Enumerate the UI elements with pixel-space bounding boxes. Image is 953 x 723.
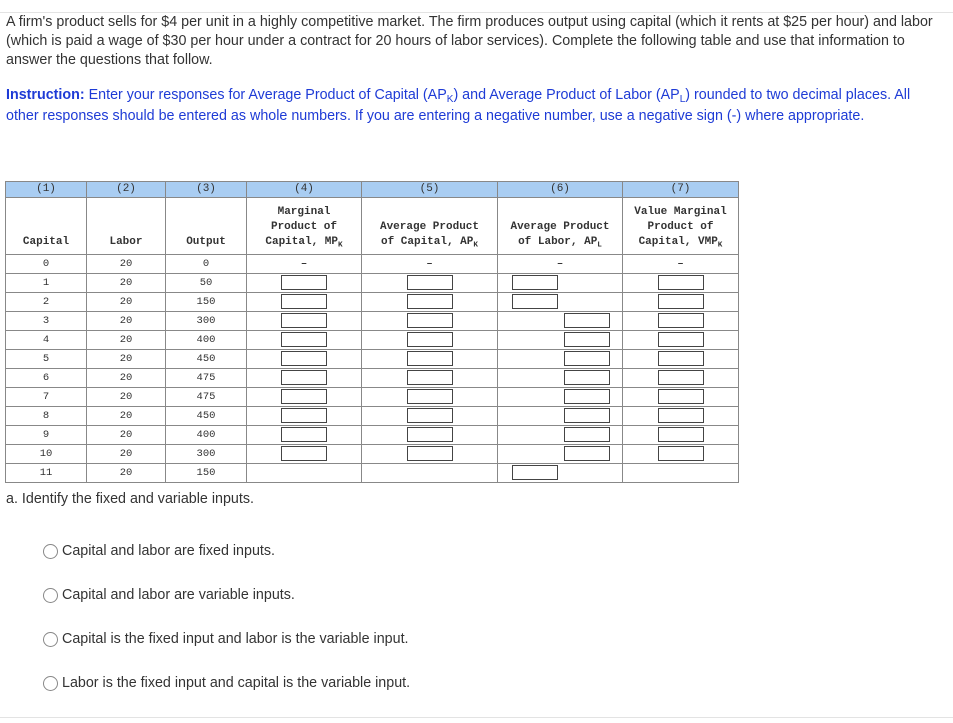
output-cell: 50 [166, 274, 247, 293]
vmpk-input[interactable] [658, 294, 704, 309]
apl-input[interactable] [564, 408, 610, 423]
option-label: Labor is the fixed input and capital is the variable input. [62, 675, 411, 691]
mpk-cell [247, 445, 362, 464]
output-cell: 150 [166, 464, 247, 483]
vmpk-cell [623, 293, 739, 312]
table-row [6, 445, 739, 464]
capital-cell: 1 [6, 274, 87, 293]
apl-cell [498, 274, 623, 293]
apl-input[interactable] [564, 427, 610, 442]
apk-cell [362, 255, 498, 274]
apk-input[interactable] [407, 370, 453, 385]
header-apl: Average Product of Labor, $AP_L$ [498, 198, 623, 255]
apl-input[interactable] [512, 275, 558, 290]
output-cell: 400 [166, 331, 247, 350]
col-number-7: (7) [623, 182, 739, 198]
vmpk-cell [623, 426, 739, 445]
col-number-4: (4) [247, 182, 362, 198]
labor-cell: 20 [87, 255, 166, 274]
labor-cell: 20 [87, 445, 166, 464]
apk-cell [362, 274, 498, 293]
capital-cell: 4 [6, 331, 87, 350]
mpk-input[interactable] [281, 294, 327, 309]
apl-input[interactable] [564, 351, 610, 366]
col-number-3: (3) [166, 182, 247, 198]
labor-cell: 20 [87, 464, 166, 483]
mpk-cell [247, 293, 362, 312]
apk-cell [362, 312, 498, 331]
column-header-row [6, 198, 739, 255]
bottom-divider [0, 717, 953, 718]
apk-cell [362, 426, 498, 445]
vmpk-input[interactable] [658, 408, 704, 423]
vmpk-input[interactable] [658, 389, 704, 404]
table-row [6, 426, 739, 445]
vmpk-cell [623, 445, 739, 464]
table-row [6, 350, 739, 369]
capital-cell: 5 [6, 350, 87, 369]
mpk-input[interactable] [281, 446, 327, 461]
apk-cell [362, 331, 498, 350]
header-output: Output [166, 198, 247, 255]
vmpk-cell [623, 312, 739, 331]
mpk-dash: – [300, 258, 308, 270]
capital-cell: 9 [6, 426, 87, 445]
apk-input[interactable] [407, 408, 453, 423]
output-cell: 150 [166, 293, 247, 312]
table-row [6, 464, 739, 483]
apl-cell [498, 312, 623, 331]
vmpk-input[interactable] [658, 370, 704, 385]
radio-button[interactable] [43, 544, 58, 559]
mpk-cell [247, 426, 362, 445]
output-cell: 300 [166, 445, 247, 464]
mpk-input[interactable] [281, 389, 327, 404]
vmpk-cell [623, 274, 739, 293]
mpk-input[interactable] [281, 370, 327, 385]
vmpk-cell [623, 388, 739, 407]
apk-input[interactable] [407, 427, 453, 442]
output-cell: 475 [166, 388, 247, 407]
table-row [6, 388, 739, 407]
table-row [6, 369, 739, 388]
output-cell: 475 [166, 369, 247, 388]
apl-cell [498, 426, 623, 445]
instruction-label: Instruction: [6, 87, 85, 103]
apk-input[interactable] [407, 446, 453, 461]
option-label: Capital is the fixed input and labor is the variable input. [62, 631, 409, 647]
mpk-cell [247, 369, 362, 388]
apk-cell [362, 293, 498, 312]
vmpk-cell [623, 331, 739, 350]
header-labor: Labor [87, 198, 166, 255]
mpk-input[interactable] [281, 351, 327, 366]
apl-dash: – [556, 258, 564, 270]
apk-input[interactable] [407, 313, 453, 328]
labor-cell: 20 [87, 407, 166, 426]
table-row [6, 293, 739, 312]
mpk-input[interactable] [281, 275, 327, 290]
table-row [6, 312, 739, 331]
col-number-5: (5) [362, 182, 498, 198]
radio-button[interactable] [43, 588, 58, 603]
labor-cell: 20 [87, 388, 166, 407]
apl-cell [498, 293, 623, 312]
labor-cell: 20 [87, 331, 166, 350]
apk-cell [362, 407, 498, 426]
apk-input[interactable] [407, 351, 453, 366]
vmpk-input[interactable] [658, 427, 704, 442]
col-number-2: (2) [87, 182, 166, 198]
vmpk-cell [623, 464, 739, 483]
output-cell: 400 [166, 426, 247, 445]
question-a-prompt: a. Identify the fixed and variable inputs. [6, 491, 254, 507]
apl-input[interactable] [564, 313, 610, 328]
labor-cell: 20 [87, 369, 166, 388]
vmpk-input[interactable] [658, 275, 704, 290]
option-labor-fixed[interactable] [43, 675, 410, 691]
problem-statement: A firm's product sells for $4 per unit in a highly competitive market. The firm produces output using capital (which it rents at $25 per hour) and labor (which is paid a wage of $30 per hour under a contract for 20 hours of labor services). Complete the following table and use that information to answer the questions that follow. [6, 14, 933, 68]
vmpk-input[interactable] [658, 332, 704, 347]
mpk-cell [247, 407, 362, 426]
mpk-cell [247, 255, 362, 274]
apk-dash: – [426, 258, 433, 270]
capital-cell: 2 [6, 293, 87, 312]
col-number-6: (6) [498, 182, 623, 198]
mpk-cell [247, 274, 362, 293]
header-mpk: Marginal Product of Capital, $MP_K$ [247, 198, 362, 255]
labor-cell: 20 [87, 274, 166, 293]
apl-cell [498, 388, 623, 407]
apk-cell [362, 388, 498, 407]
apk-input[interactable] [407, 275, 453, 290]
apl-input[interactable] [564, 389, 610, 404]
apk-cell [362, 350, 498, 369]
capital-cell: 3 [6, 312, 87, 331]
mpk-cell [247, 350, 362, 369]
mpk-input[interactable] [281, 313, 327, 328]
vmpk-cell [623, 350, 739, 369]
labor-cell: 20 [87, 426, 166, 445]
labor-cell: 20 [87, 350, 166, 369]
option-variable-both[interactable] [43, 587, 295, 603]
column-number-row [6, 182, 739, 198]
vmpk-cell [623, 407, 739, 426]
vmpk-dash: – [677, 258, 684, 270]
mpk-input[interactable] [281, 332, 327, 347]
production-table [5, 181, 739, 483]
option-label: Capital and labor are fixed inputs. [62, 543, 275, 559]
radio-button[interactable] [43, 676, 58, 691]
apl-input[interactable] [564, 370, 610, 385]
apl-cell [498, 445, 623, 464]
capital-cell: 7 [6, 388, 87, 407]
capital-cell: 8 [6, 407, 87, 426]
apl-input[interactable] [564, 332, 610, 347]
apl-cell [498, 369, 623, 388]
mpk-input[interactable] [281, 427, 327, 442]
header-apk: Average Product of Capital, $AP_K$ [362, 198, 498, 255]
apk-cell [362, 445, 498, 464]
option-label: Capital and labor are variable inputs. [62, 587, 295, 603]
apl-cell [498, 407, 623, 426]
apk-input[interactable] [407, 332, 453, 347]
apk-input[interactable] [407, 294, 453, 309]
apl-cell [498, 331, 623, 350]
apl-cell [498, 464, 623, 483]
vmpk-cell [623, 369, 739, 388]
option-capital-fixed[interactable] [43, 631, 409, 647]
output-cell: 450 [166, 407, 247, 426]
capital-cell: 6 [6, 369, 87, 388]
header-vmpk: Value Marginal Product of Capital, $VMP_K$ [623, 198, 739, 255]
apk-input[interactable] [407, 389, 453, 404]
mpk-cell [247, 312, 362, 331]
instruction-text: Instruction: Enter your responses for Average Product of Capital $(AP_K)$ and Average Product of Labor $(AP_L)$ rounded to two decimal places. All other responses should be entered as whole numbers. If you are entering a negative number, use a negative sign (-) where appropriate. [6, 87, 911, 124]
apl-cell [498, 255, 623, 274]
capital-cell: 0 [6, 255, 87, 274]
labor-cell: 20 [87, 312, 166, 331]
apk-cell [362, 369, 498, 388]
table-row [6, 407, 739, 426]
option-fixed-both[interactable] [43, 543, 275, 559]
table-row [6, 255, 739, 274]
vmpk-input[interactable] [658, 446, 704, 461]
table-row [6, 274, 739, 293]
output-cell: 450 [166, 350, 247, 369]
vmpk-input[interactable] [658, 313, 704, 328]
capital-cell: 11 [6, 464, 87, 483]
labor-cell: 20 [87, 293, 166, 312]
mpk-input[interactable] [281, 408, 327, 423]
table-row [6, 331, 739, 350]
header-capital: Capital [6, 198, 87, 255]
apl-input[interactable] [512, 465, 558, 480]
mpk-cell [247, 331, 362, 350]
apl-input[interactable] [512, 294, 558, 309]
capital-cell: 10 [6, 445, 87, 464]
vmpk-input[interactable] [658, 351, 704, 366]
output-cell: 300 [166, 312, 247, 331]
vmpk-cell [623, 255, 739, 274]
mpk-cell [247, 464, 362, 483]
apk-cell [362, 464, 498, 483]
apl-input[interactable] [564, 446, 610, 461]
mpk-cell [247, 388, 362, 407]
apl-cell [498, 350, 623, 369]
output-cell: 0 [166, 255, 247, 274]
radio-button[interactable] [43, 632, 58, 647]
col-number-1: (1) [6, 182, 87, 198]
